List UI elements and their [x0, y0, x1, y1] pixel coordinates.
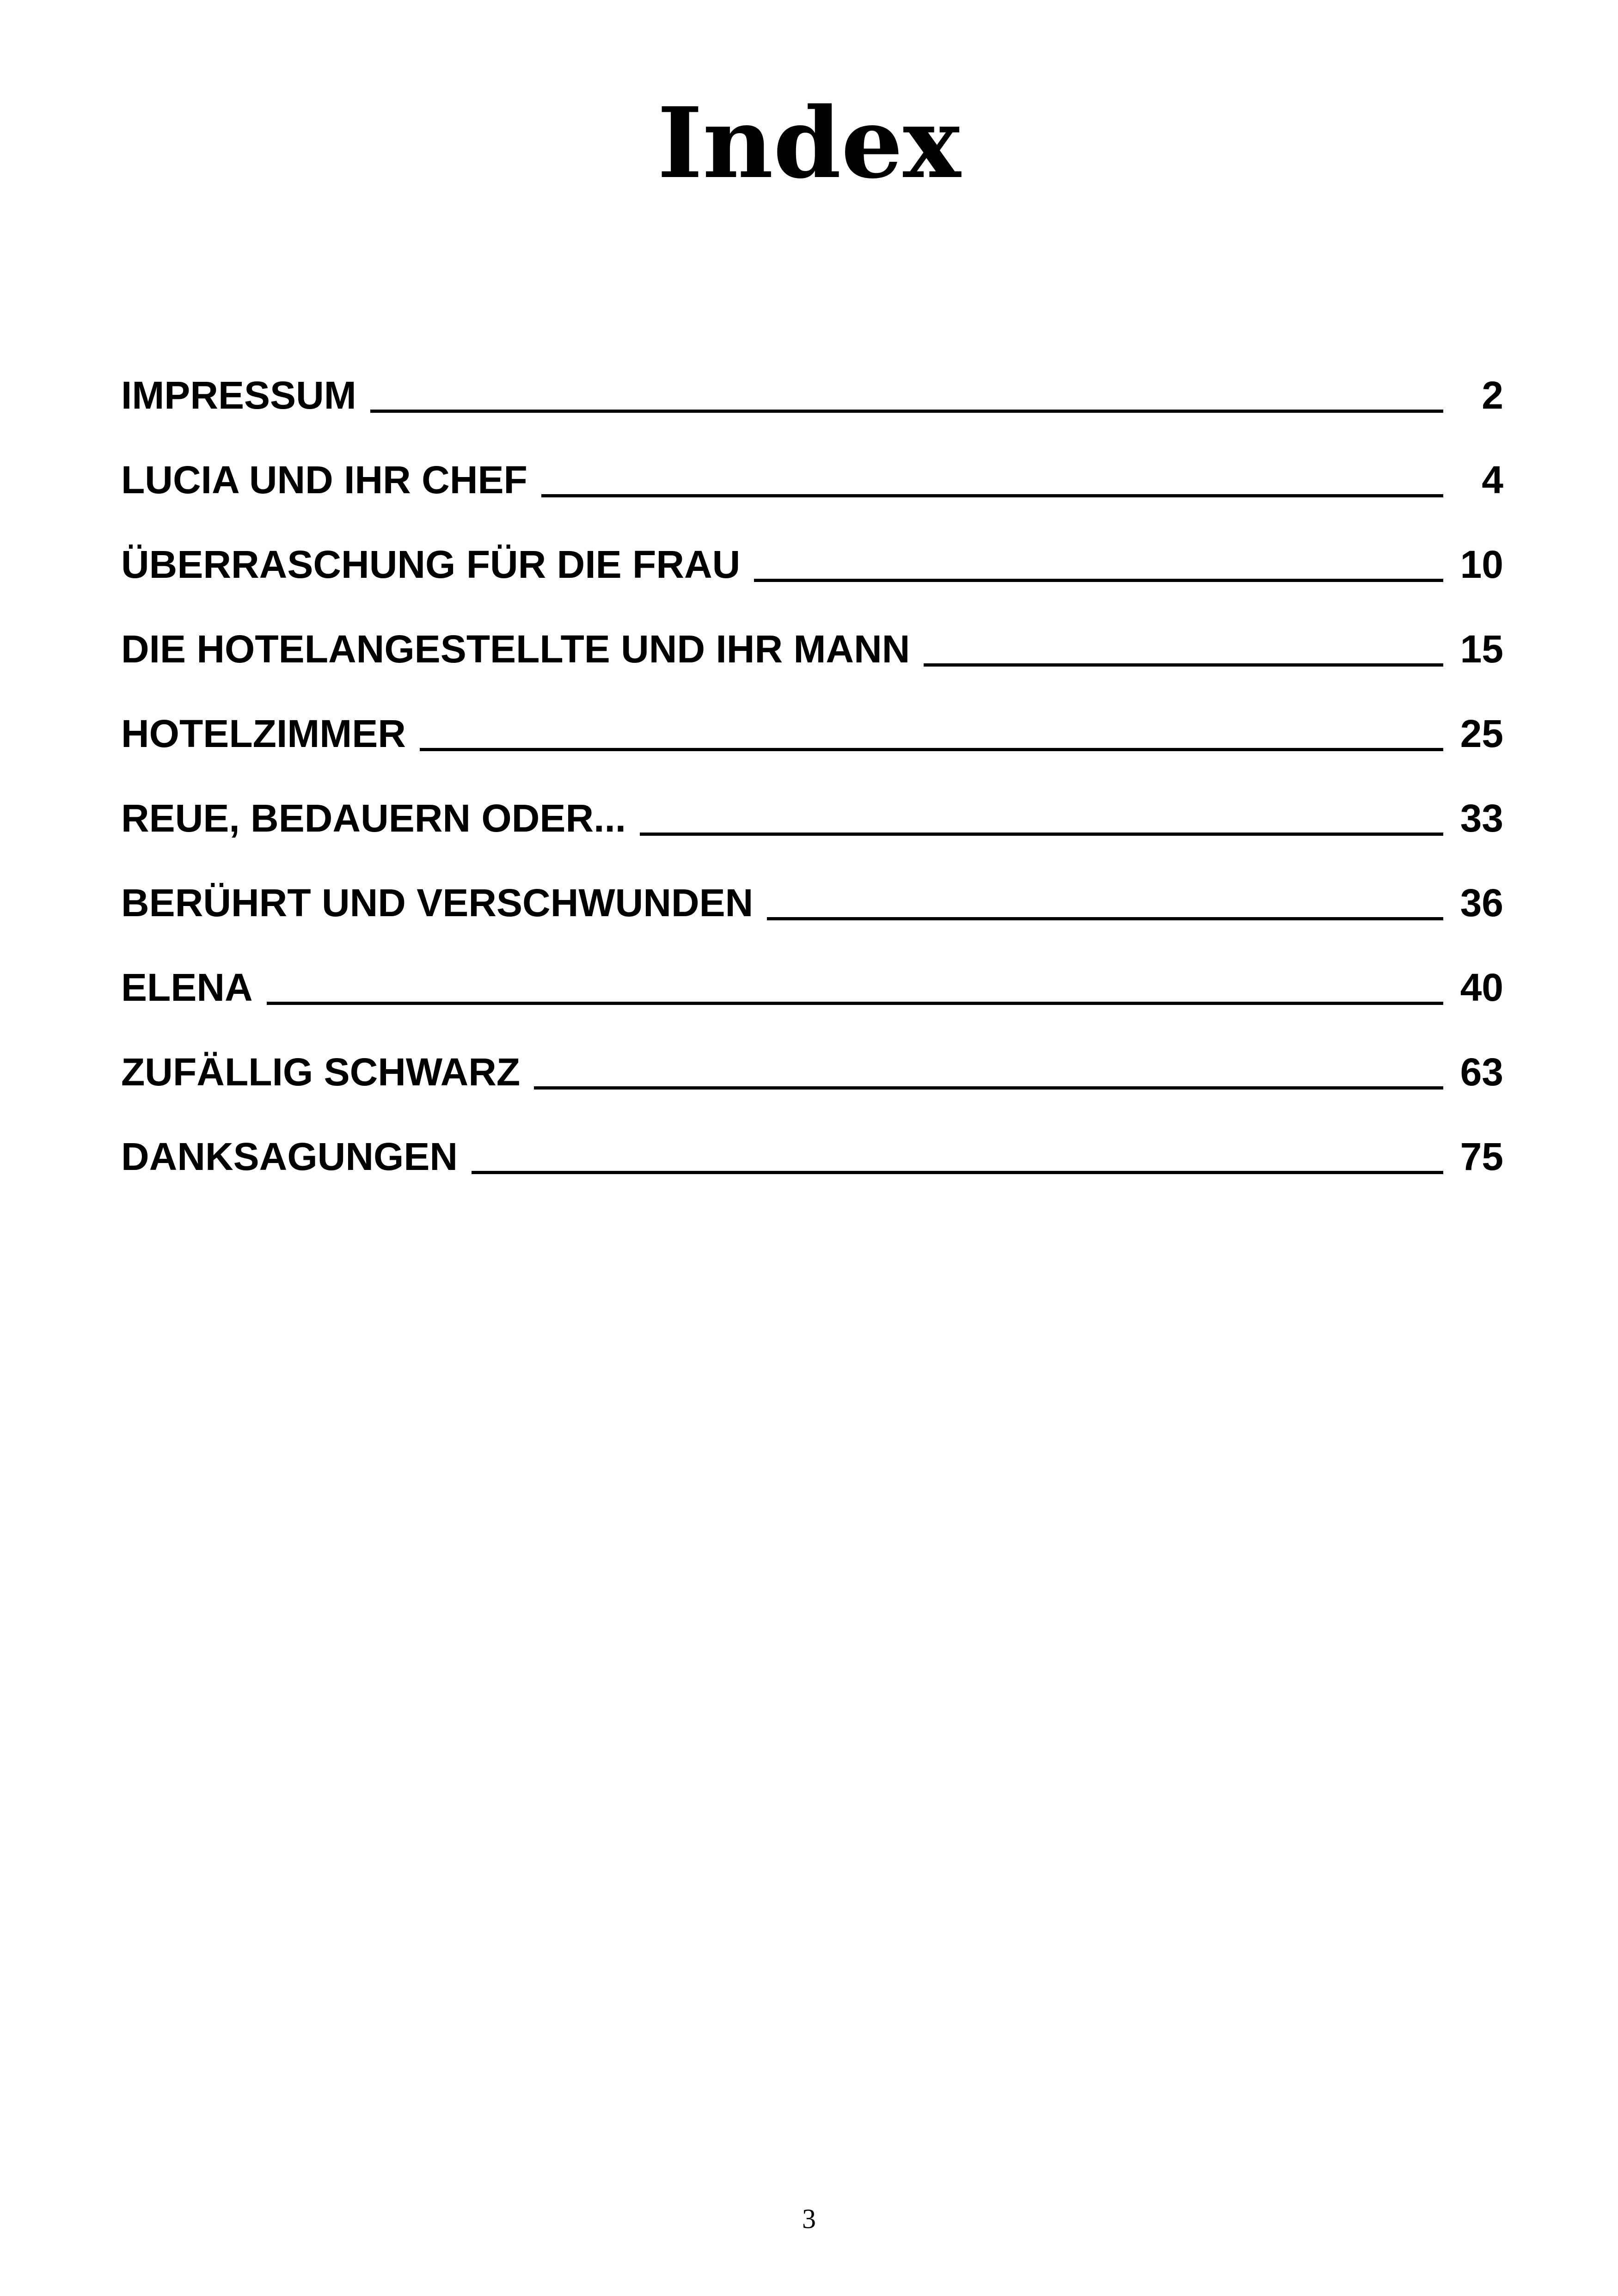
toc-leader-line [541, 494, 1443, 497]
toc-entry-label: HOTELZIMMER [121, 712, 406, 755]
toc-entry-label: ZUFÄLLIG SCHWARZ [121, 1050, 521, 1094]
toc-entry-beruehrt-und-verschwunden[interactable] [121, 838, 1503, 925]
toc-entry-page: 25 [1460, 712, 1503, 755]
toc-entry-label: LUCIA UND IHR CHEF [121, 458, 527, 502]
toc-leader-line [767, 917, 1443, 920]
page-title: Index [657, 86, 961, 200]
toc-entry-ueberraschung-fuer-die-frau[interactable] [121, 499, 1503, 584]
toc-entry-label: DANKSAGUNGEN [121, 1135, 458, 1178]
toc-entry-impressum[interactable] [121, 330, 1503, 415]
toc-entry-label: DIE HOTELANGESTELLTE UND IHR MANN [121, 627, 910, 671]
toc-entry-hotelzimmer[interactable] [121, 668, 1503, 753]
toc-entry-label: ELENA [121, 966, 253, 1009]
toc-leader-line [754, 579, 1443, 582]
toc-entry-label: IMPRESSUM [121, 373, 356, 417]
toc-entry-elena[interactable] [121, 922, 1503, 1007]
toc-entry-reue-bedauern-oder[interactable] [121, 753, 1503, 838]
toc-entry-label: ÜBERRASCHUNG FÜR DIE FRAU [121, 543, 741, 586]
toc-entry-page: 36 [1460, 881, 1503, 925]
toc-leader-line [472, 1171, 1443, 1174]
toc-leader-line [640, 833, 1443, 836]
toc-entry-page: 2 [1482, 373, 1503, 417]
toc-entry-label: BERÜHRT UND VERSCHWUNDEN [121, 881, 754, 925]
toc-entry-danksagungen[interactable] [121, 1091, 1503, 1176]
table-of-contents [121, 330, 1503, 1176]
toc-leader-line [534, 1086, 1443, 1090]
toc-entry-page: 75 [1460, 1135, 1503, 1178]
toc-entry-page: 63 [1460, 1050, 1503, 1094]
toc-leader-line [924, 663, 1443, 667]
toc-entry-page: 4 [1482, 458, 1503, 502]
toc-leader-line [370, 410, 1443, 413]
toc-entry-zufaellig-schwarz[interactable] [121, 1007, 1503, 1094]
toc-entry-die-hotelangestellte-und-ihr-mann[interactable] [121, 584, 1503, 671]
toc-entry-label: REUE, BEDAUERN ODER... [121, 796, 626, 840]
toc-entry-lucia-und-ihr-chef[interactable] [121, 415, 1503, 502]
toc-entry-page: 10 [1460, 543, 1503, 586]
toc-leader-line [420, 748, 1443, 751]
toc-leader-line [267, 1002, 1443, 1005]
toc-entry-page: 33 [1460, 796, 1503, 840]
toc-entry-page: 40 [1460, 966, 1503, 1009]
page-number: 3 [802, 2204, 816, 2234]
toc-entry-page: 15 [1460, 627, 1503, 671]
